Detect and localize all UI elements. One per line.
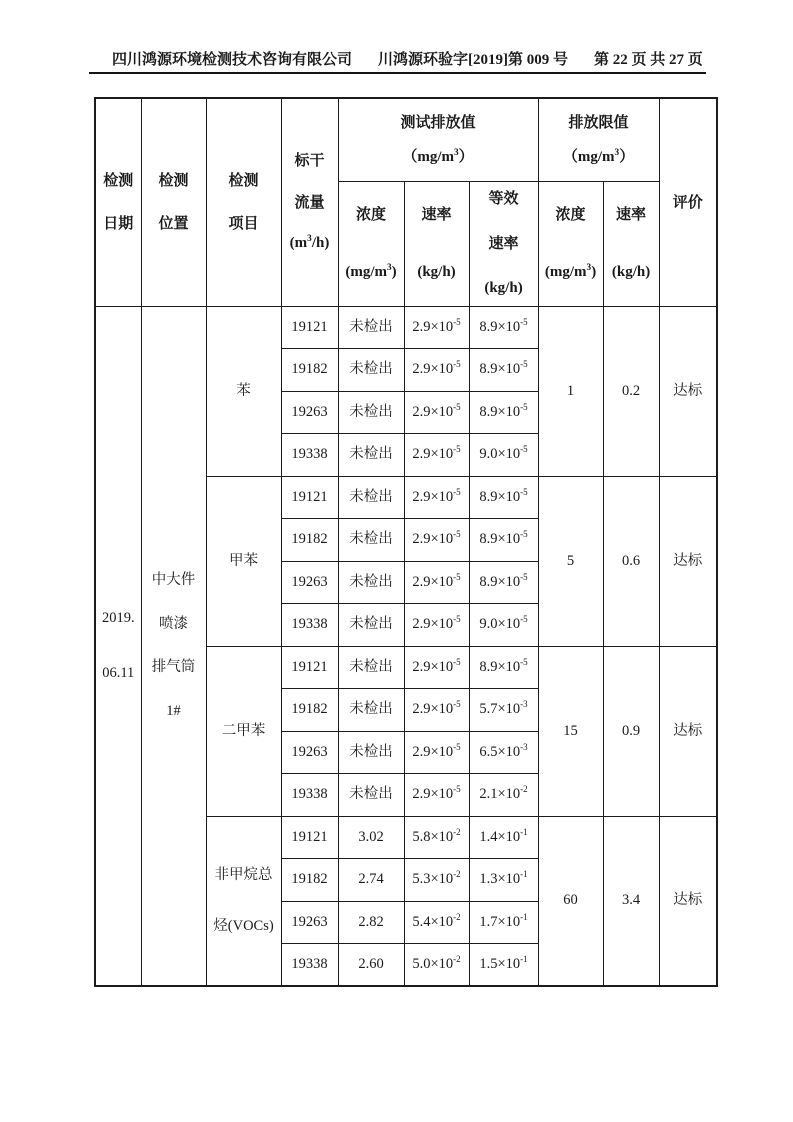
header-test-rate-text: (kg/h) (417, 263, 456, 280)
cell-test-conc-text: 未检出 (349, 446, 393, 463)
cell-item (206, 476, 281, 646)
cell-test-rate-text: $5.8\times 10^{-2}$ (412, 827, 461, 845)
cell-test-rate (404, 646, 469, 689)
company-name: 四川鸿源环境检测技术咨询有限公司 (112, 52, 353, 68)
cell-test-rate (404, 901, 469, 944)
cell-eq-rate-text: $8.9\times 10^{-5}$ (479, 317, 528, 335)
cell-test-conc (338, 816, 404, 859)
header-limit-conc (538, 181, 603, 306)
header-test-conc-text: $(mg/m^3)$ (345, 262, 397, 280)
table-header (95, 98, 717, 306)
cell-test-rate (404, 689, 469, 732)
header-limit-group (538, 98, 659, 181)
cell-eq-rate (469, 349, 538, 392)
header-limit-rate (603, 181, 659, 306)
cell-eq-rate-text: $8.9\times 10^{-5}$ (479, 572, 528, 590)
cell-flow (281, 561, 338, 604)
cell-eq-rate (469, 646, 538, 689)
cell-test-conc (338, 859, 404, 902)
cell-limit-rate (603, 306, 659, 476)
cell-limit-conc-text: 1 (566, 382, 575, 399)
cell-test-rate (404, 306, 469, 349)
cell-flow-text: 19121 (291, 318, 328, 335)
cell-limit-conc-text: 15 (563, 722, 578, 739)
document-header (112, 48, 713, 69)
cell-evaluation-text: 达标 (673, 552, 703, 569)
header-flow-text: 标干 (294, 152, 325, 170)
cell-flow-text: 19182 (291, 531, 328, 548)
cell-test-conc (338, 434, 404, 477)
cell-test-rate-text: $2.9\times 10^{-5}$ (412, 529, 461, 548)
cell-test-rate-text: $2.9\times 10^{-5}$ (412, 742, 461, 760)
cell-test-rate (404, 604, 469, 647)
header-location (141, 98, 206, 306)
cell-limit-rate-text: 0.9 (621, 722, 641, 739)
cell-test-rate (404, 816, 469, 859)
cell-test-conc (338, 901, 404, 944)
cell-eq-rate (469, 391, 538, 434)
cell-eq-rate-text: $9.0\times 10^{-5}$ (479, 614, 528, 633)
header-flow (281, 98, 338, 306)
emission-test-table (94, 97, 718, 987)
cell-item-text: 甲苯 (229, 552, 258, 569)
header-eq-rate-text: (kg/h) (484, 280, 523, 297)
cell-flow-text: 19121 (291, 658, 328, 675)
cell-evaluation (659, 476, 717, 646)
header-item-text: 检测 (228, 172, 259, 189)
cell-limit-rate (603, 476, 659, 646)
cell-flow-text: 19263 (291, 573, 328, 590)
cell-test-rate-text: $2.9\times 10^{-5}$ (412, 614, 461, 633)
cell-eq-rate (469, 306, 538, 349)
cell-test-rate (404, 519, 469, 562)
cell-flow-text: 19182 (291, 361, 328, 378)
cell-date-text: 06.11 (102, 664, 135, 681)
cell-location-text: 喷漆 (159, 615, 188, 632)
header-test-emission-group-text: $(mg/m^3)$ (402, 147, 474, 165)
cell-flow (281, 859, 338, 902)
cell-flow-text: 19338 (291, 956, 328, 973)
cell-eq-rate (469, 774, 538, 817)
cell-test-rate (404, 561, 469, 604)
cell-eq-rate-text: $1.5\times 10^{-1}$ (479, 954, 528, 973)
cell-test-rate (404, 731, 469, 774)
cell-test-conc-text: 未检出 (349, 573, 393, 590)
cell-flow-text: 19121 (291, 488, 328, 505)
cell-test-rate-text: $5.0\times 10^{-2}$ (412, 954, 461, 973)
cell-flow-text: 19338 (291, 446, 328, 463)
header-limit-group-text: $(mg/m^3)$ (562, 147, 635, 165)
header-flow-text: $(m^3/h)$ (289, 233, 330, 251)
cell-test-conc-text: 3.02 (358, 828, 384, 845)
cell-test-conc-text: 未检出 (349, 786, 393, 803)
cell-eq-rate (469, 434, 538, 477)
header-evaluation (659, 98, 717, 306)
cell-flow (281, 901, 338, 944)
cell-test-rate-text: $2.9\times 10^{-5}$ (412, 317, 461, 335)
cell-test-conc (338, 731, 404, 774)
cell-flow (281, 689, 338, 732)
cell-test-conc-text: 未检出 (349, 531, 393, 548)
cell-flow (281, 434, 338, 477)
cell-location-text: 中大件 (151, 571, 196, 588)
cell-flow-text: 19263 (291, 403, 328, 420)
cell-limit-conc (538, 816, 603, 986)
cell-eq-rate-text: $8.9\times 10^{-5}$ (479, 487, 528, 505)
header-test-emission-group-text: 测试排放值 (400, 113, 476, 131)
cell-eq-rate (469, 816, 538, 859)
cell-flow-text: 19182 (291, 701, 328, 718)
header-limit-conc-text: $(mg/m^3)$ (544, 262, 597, 280)
cell-test-rate (404, 944, 469, 987)
header-test-rate-text: 速率 (421, 206, 452, 224)
cell-limit-rate-text: 0.2 (621, 382, 641, 399)
cell-test-rate (404, 859, 469, 902)
cell-flow-text: 19338 (291, 786, 328, 803)
cell-location (141, 306, 206, 986)
cell-test-rate-text: $5.4\times 10^{-2}$ (412, 912, 461, 930)
cell-test-rate (404, 391, 469, 434)
cell-flow (281, 306, 338, 349)
cell-eq-rate-text: $1.7\times 10^{-1}$ (479, 912, 528, 930)
cell-limit-conc-text: 60 (563, 892, 578, 909)
cell-item (206, 816, 281, 986)
header-eq-rate (469, 181, 538, 306)
cell-test-rate-text: $2.9\times 10^{-5}$ (412, 784, 461, 803)
cell-evaluation-text: 达标 (673, 892, 703, 909)
cell-test-conc-text: 未检出 (349, 403, 393, 420)
header-test-emission-group (338, 98, 538, 181)
cell-test-conc-text: 2.82 (358, 913, 384, 930)
cell-location-text: 排气筒 (151, 659, 196, 676)
cell-test-conc (338, 306, 404, 349)
cell-test-conc-text: 2.74 (358, 871, 384, 888)
cell-eq-rate (469, 476, 538, 519)
cell-limit-conc (538, 646, 603, 816)
table-row (95, 306, 717, 349)
cell-eq-rate-text: $1.3\times 10^{-1}$ (479, 869, 528, 888)
cell-eq-rate (469, 901, 538, 944)
header-location-text: 检测 (158, 172, 189, 189)
cell-evaluation-text: 达标 (673, 382, 703, 399)
header-evaluation-text: 评价 (672, 193, 703, 211)
doc-number: 川鸿源环验字[2019]第 009 号 (378, 52, 569, 68)
cell-limit-rate (603, 646, 659, 816)
header-limit-rate-text: 速率 (616, 206, 647, 224)
table-body (95, 306, 717, 986)
cell-test-conc (338, 774, 404, 817)
cell-eq-rate (469, 604, 538, 647)
cell-test-conc-text: 未检出 (349, 488, 393, 505)
cell-item-text: 二甲苯 (221, 722, 266, 739)
cell-eq-rate-text: $6.5\times 10^{-3}$ (479, 742, 528, 760)
cell-flow-text: 19263 (291, 743, 328, 760)
cell-location-text: 1# (166, 702, 181, 719)
cell-flow-text: 19121 (291, 828, 328, 845)
cell-limit-conc (538, 476, 603, 646)
cell-eq-rate (469, 689, 538, 732)
cell-limit-conc (538, 306, 603, 476)
cell-eq-rate-text: $5.7\times 10^{-3}$ (479, 699, 528, 718)
cell-test-rate (404, 434, 469, 477)
cell-limit-conc-text: 5 (566, 552, 575, 569)
cell-test-conc-text: 未检出 (349, 361, 393, 378)
cell-test-rate (404, 476, 469, 519)
cell-test-conc (338, 646, 404, 689)
cell-item-text: 苯 (236, 382, 251, 399)
cell-flow-text: 19263 (291, 913, 328, 930)
cell-flow (281, 816, 338, 859)
cell-test-conc-text: 未检出 (349, 743, 393, 760)
cell-test-conc-text: 未检出 (349, 616, 393, 633)
header-eq-rate-text: 速率 (488, 234, 519, 252)
header-limit-group-text: 排放限值 (568, 113, 629, 131)
cell-eq-rate-text: $8.9\times 10^{-5}$ (479, 529, 528, 548)
cell-test-rate-text: $2.9\times 10^{-5}$ (412, 572, 461, 590)
cell-test-conc (338, 349, 404, 392)
cell-limit-rate-text: 0.6 (621, 552, 641, 569)
header-item-text: 项目 (228, 215, 259, 233)
page-indicator: 第 22 页 共 27 页 (594, 52, 703, 68)
cell-flow-text: 19182 (291, 871, 328, 888)
cell-test-conc (338, 944, 404, 987)
header-date-text: 日期 (103, 215, 134, 233)
cell-eq-rate-text: $8.9\times 10^{-5}$ (479, 657, 528, 675)
cell-test-rate-text: $2.9\times 10^{-5}$ (412, 657, 461, 675)
cell-flow (281, 604, 338, 647)
header-flow-text: 流量 (294, 193, 325, 211)
cell-eq-rate-text: $8.9\times 10^{-5}$ (479, 402, 528, 420)
header-limit-conc-text: 浓度 (555, 206, 586, 224)
header-test-conc (338, 181, 404, 306)
cell-eq-rate-text: $9.0\times 10^{-5}$ (479, 444, 528, 463)
cell-item (206, 306, 281, 476)
cell-item-text: 非甲烷总 (214, 867, 273, 884)
cell-flow (281, 391, 338, 434)
cell-flow (281, 349, 338, 392)
cell-test-conc (338, 391, 404, 434)
cell-flow (281, 774, 338, 817)
header-test-rate (404, 181, 469, 306)
cell-eq-rate (469, 944, 538, 987)
cell-flow (281, 944, 338, 987)
cell-eq-rate-text: $8.9\times 10^{-5}$ (479, 359, 528, 378)
cell-flow (281, 519, 338, 562)
cell-test-rate (404, 349, 469, 392)
cell-limit-rate (603, 816, 659, 986)
cell-test-rate-text: $2.9\times 10^{-5}$ (412, 699, 461, 718)
header-limit-rate-text: (kg/h) (611, 263, 651, 280)
cell-limit-rate-text: 3.4 (621, 892, 641, 909)
cell-date-text: 2019. (101, 610, 135, 627)
cell-test-conc (338, 476, 404, 519)
header-eq-rate-text: 等效 (488, 189, 519, 207)
cell-test-rate-text: $2.9\times 10^{-5}$ (412, 402, 461, 420)
header-item (206, 98, 281, 306)
cell-flow (281, 476, 338, 519)
cell-evaluation (659, 816, 717, 986)
cell-eq-rate-text: $1.4\times 10^{-1}$ (479, 827, 528, 845)
cell-date (95, 306, 141, 986)
cell-test-conc (338, 604, 404, 647)
cell-test-conc-text: 未检出 (349, 658, 393, 675)
header-location-text: 位置 (158, 215, 189, 233)
cell-test-rate-text: $2.9\times 10^{-5}$ (412, 487, 461, 505)
cell-eq-rate (469, 731, 538, 774)
cell-flow (281, 731, 338, 774)
cell-test-conc-text: 未检出 (349, 318, 393, 335)
cell-flow (281, 646, 338, 689)
header-date-text: 检测 (103, 172, 134, 189)
cell-eq-rate (469, 859, 538, 902)
cell-flow-text: 19338 (291, 616, 328, 633)
cell-test-rate-text: $5.3\times 10^{-2}$ (412, 869, 461, 888)
cell-test-conc-text: 2.60 (358, 956, 384, 973)
header-test-conc-text: 浓度 (355, 206, 386, 224)
cell-test-rate-text: $2.9\times 10^{-5}$ (412, 444, 461, 463)
cell-evaluation (659, 646, 717, 816)
cell-test-rate-text: $2.9\times 10^{-5}$ (412, 359, 461, 378)
cell-item (206, 646, 281, 816)
cell-eq-rate (469, 561, 538, 604)
cell-evaluation (659, 306, 717, 476)
header-rule (89, 72, 706, 74)
cell-test-conc (338, 519, 404, 562)
cell-test-conc-text: 未检出 (349, 701, 393, 718)
header-date (95, 98, 141, 306)
cell-item-text: 烃(VOCs) (213, 917, 274, 934)
cell-eq-rate (469, 519, 538, 562)
cell-test-conc (338, 561, 404, 604)
cell-eq-rate-text: $2.1\times 10^{-2}$ (479, 784, 528, 803)
cell-test-conc (338, 689, 404, 732)
cell-test-rate (404, 774, 469, 817)
cell-evaluation-text: 达标 (673, 722, 703, 739)
